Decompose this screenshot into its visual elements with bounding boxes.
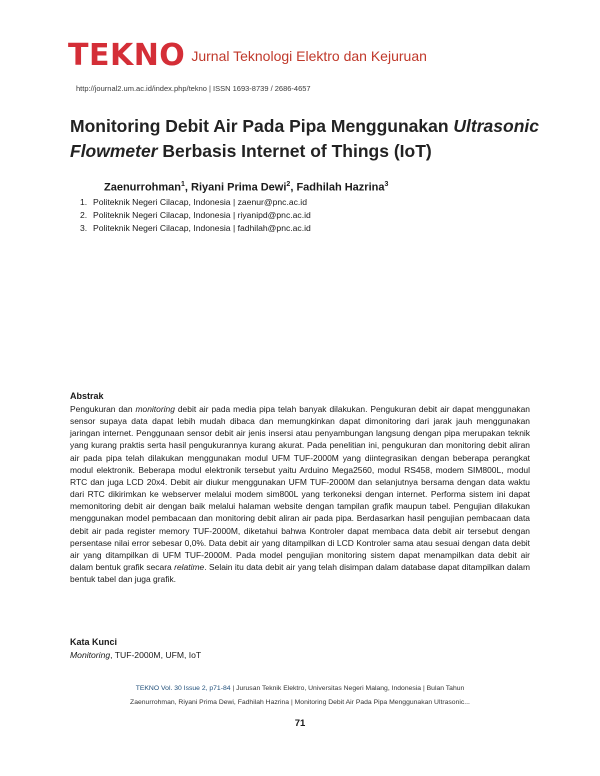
keyword-rest: , TUF-2000M, UFM, IoT [110, 650, 202, 660]
affiliation-item [80, 196, 311, 209]
author-affil-mark: 1 [181, 181, 185, 188]
keyword-italic: Monitoring [70, 650, 111, 660]
affiliation-text: Politeknik Negeri Cilacap, Indonesia | fadhilah@pnc.ac.id [93, 223, 311, 233]
affiliation-item [80, 222, 311, 235]
author-affil-mark: 3 [384, 181, 389, 188]
abstract-heading: Abstrak [70, 391, 104, 401]
abstract-text: Pengukuran dan [70, 404, 136, 414]
footer-institution: | Jurusan Teknik Elektro, Universitas Negeri Malang, Indonesia | Bulan Tahun [230, 685, 465, 692]
author-name: Fadhilah Hazrina [296, 181, 385, 194]
journal-name: Jurnal Teknologi Elektro dan Kejuruan [191, 47, 427, 64]
abstract-text: debit air pada media pipa telah banyak dilakukan. Pengukuran debit air dapat menggunakan sensor supaya data dapat lebih mudah dibaca dan memungkinkan dapat dimonitoring dari jarak jauh menggunakan jaringan internet. Penggunaan sensor debit air jenis insersi atau penyambungan langsung dengan pipa merupakan teknik yang kurang praktis serta hasil pengukurannya kurang akurat. Pada penelitian ini, pengukuran dan monitoring debit aliran air pada pipa telah dilakukan menggunakan modul UFM TUF-2000M yang diintegrasikan dengan beberapa perangkat modul elektronik. Beberapa modul elektronik tersebut yaitu Arduino Mega2560, modul RS458, modem SIM800L, modul RTC dan juga LCD 20x4. Debit air diukur menggunakan UFM TUF-2000M dan selanjutnya bersama dengan data waktu dari RTC dikirimkan ke webserver melalui modem sim800L yang terkoneksi dengan internet. Performa sistem ini dapat memonitoring debit air dengan baik melalui halaman website dengan tampilan grafik maupun tabel. Pengujian dilakukan menggunakan model pembacaan dan monitoring debit aliran air pada pipa. Berdasarkan hasil pengujian pembacaan data debit air pada register memory TUF-2000M, diketahui bahwa Kontroler dapat membaca data debit air tersebut dengan persentase nilai error sebesar 0,0%. Data debit air yang ditampilkan di LCD Kontroler sama atau sesuai dengan data debit air yang ditampilkan di UFM TUF-2000M. Pada model pengujian monitoring sistem dapat menampilkan data debit air dalam bentuk grafik secara [70, 404, 530, 573]
journal-header [68, 38, 427, 73]
page-number: 71 [294, 718, 306, 729]
abstract-italic-term: monitoring [135, 404, 175, 414]
affiliation-number: 3. [80, 223, 88, 233]
keywords-list [70, 650, 201, 660]
footer-issue: TEKNO Vol. 30 Issue 2, p71-84 [135, 685, 231, 692]
author-name: Riyani Prima Dewi [191, 181, 287, 194]
title-part-3: Berbasis Internet of Things (IoT) [157, 141, 432, 161]
affiliation-text: Politeknik Negeri Cilacap, Indonesia | zaenur@pnc.ac.id [93, 197, 307, 207]
author-name: Zaenurrohman [104, 181, 182, 194]
affiliation-list [80, 196, 311, 235]
affiliation-text: Politeknik Negeri Cilacap, Indonesia | riyanipd@pnc.ac.id [93, 210, 311, 220]
author-separator: , [184, 181, 192, 194]
title-part-1: Monitoring Debit Air Pada Pipa Menggunakan [70, 116, 454, 136]
abstract-text: . Selain itu data debit air yang telah disimpan dalam database dapat ditampilkan dalam bentuk tabel dan juga grafik. [70, 562, 530, 585]
abstract-italic-term: relatime [174, 562, 205, 573]
author-affil-mark: 2 [286, 181, 291, 188]
journal-url-issn[interactable]: http://journal2.um.ac.id/index.php/tekno | ISSN 1693-8739 / 2686-4657 [76, 84, 311, 93]
affiliation-item [80, 209, 311, 222]
affiliation-number: 1. [80, 197, 88, 207]
keywords-heading: Kata Kunci [70, 637, 118, 647]
title-italic-term: Ultrasonic Flowmeter [70, 116, 539, 161]
paper-title [70, 114, 540, 164]
abstract-body [70, 403, 530, 585]
affiliation-number: 2. [80, 210, 88, 220]
author-separator: , [290, 181, 297, 194]
footer-journal-info [0, 685, 600, 692]
footer-running-title: Zaenurrohman, Riyani Prima Dewi, Fadhilah Hazrina | Monitoring Debit Air Pada Pipa Menggunakan Ultrasonic... [130, 699, 470, 706]
journal-logo: TEKNO [68, 38, 186, 73]
author-list [104, 181, 388, 194]
